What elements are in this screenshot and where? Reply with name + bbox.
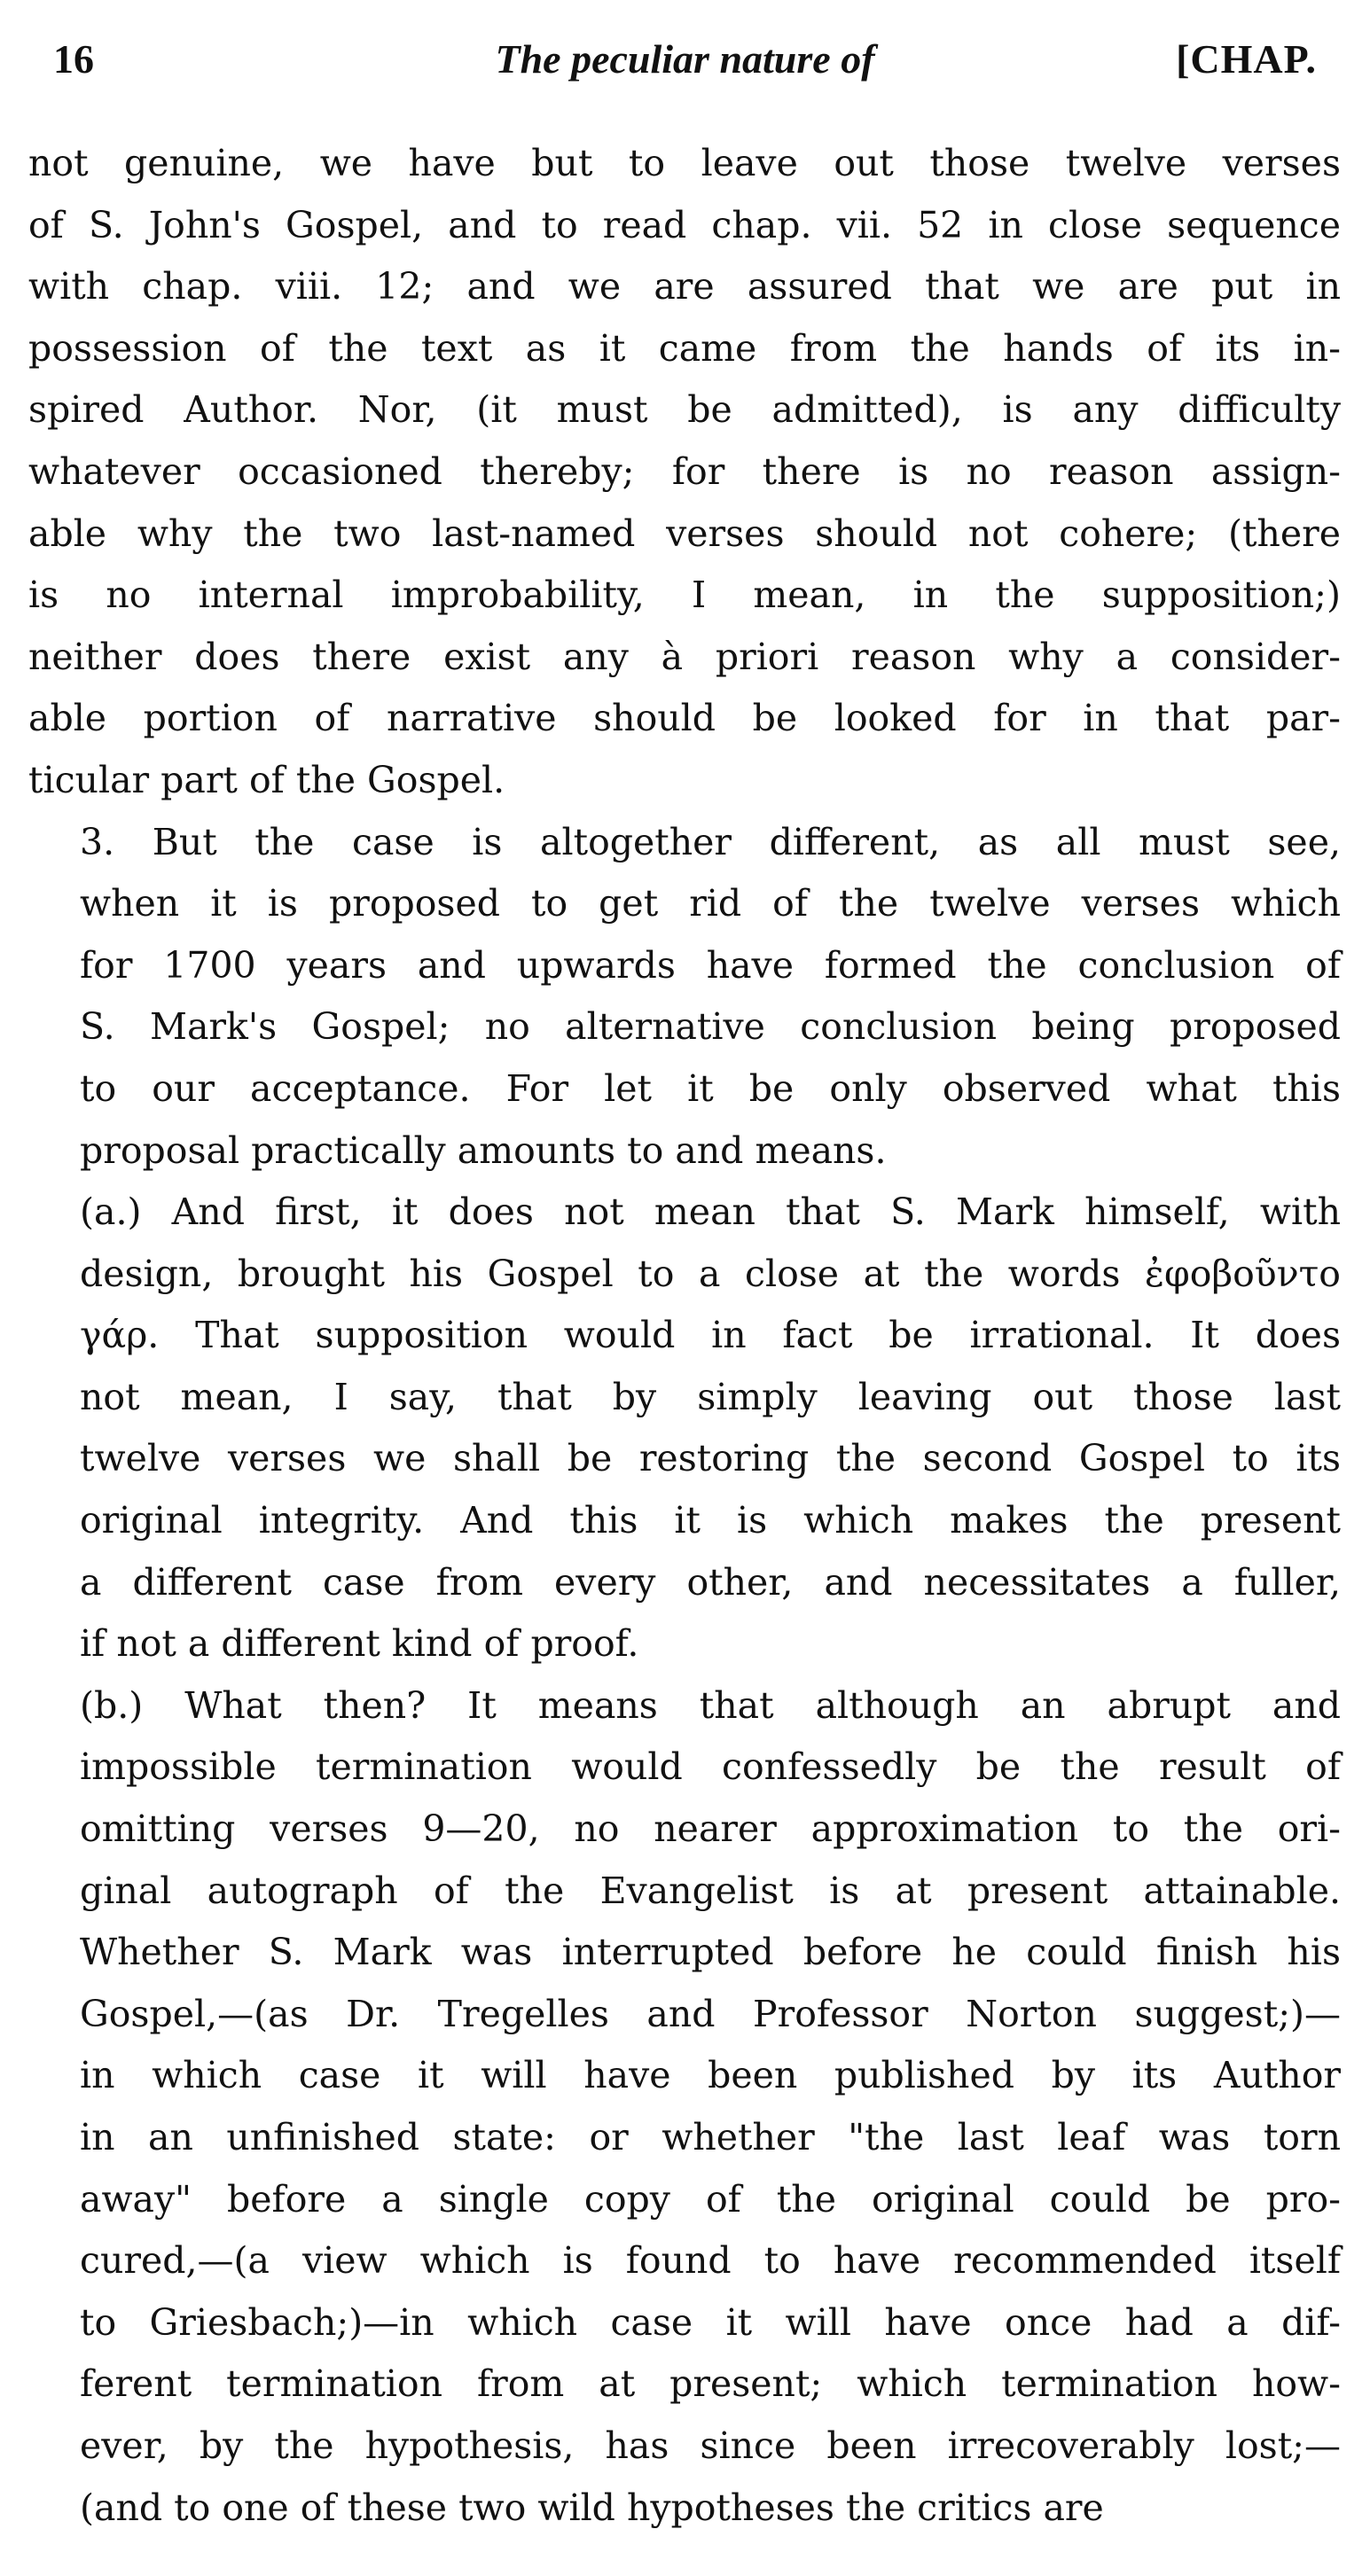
- text-line: possession of the text as it came from the hands of its in-: [28, 326, 1341, 370]
- text-line: to Griesbach;)—in which case it will have once had a dif-: [80, 2300, 1341, 2344]
- text-line: (b.) What then? It means that although an abrupt and: [80, 1683, 1341, 1727]
- running-header: [53, 35, 1317, 89]
- text-line: when it is proposed to get rid of the twelve verses which: [80, 882, 1341, 925]
- text-line: ever, by the hypothesis, has since been irrecoverably lost;—: [80, 2424, 1341, 2467]
- text-line: ticular part of the Gospel.: [28, 758, 505, 801]
- text-line: spired Author. Nor, (it must be admitted), is any difficulty: [28, 388, 1341, 432]
- text-line: γάρ. That supposition would in fact be irrational. It does: [80, 1314, 1341, 1357]
- text-line: twelve verses we shall be restoring the second Gospel to its: [80, 1437, 1341, 1480]
- text-line: cured,—(a view which is found to have recommended itself: [80, 2239, 1341, 2283]
- text-line: (a.) And first, it does not mean that S. Mark himself, with: [80, 1190, 1341, 1234]
- paragraph: [28, 1182, 1341, 1675]
- text-line: able portion of narrative should be looked for in that par-: [28, 697, 1341, 740]
- text-line: design, brought his Gospel to a close at the words ἐφοβοῦντο: [80, 1252, 1341, 1295]
- text-line: a different case from every other, and necessitates a fuller,: [80, 1560, 1341, 1604]
- text-line: ferent termination from at present; which termination how-: [80, 2362, 1341, 2406]
- text-line: 3. But the case is altogether different, as all must see,: [80, 820, 1341, 863]
- text-line: Whether S. Mark was interrupted before he could finish his: [80, 1931, 1341, 1974]
- text-line: of S. John's Gospel, and to read chap. vii. 52 in close sequence: [28, 203, 1341, 246]
- text-line: neither does there exist any à priori reason why a consider-: [28, 635, 1341, 678]
- text-line: ginal autograph of the Evangelist is at present attainable.: [80, 1869, 1341, 1912]
- paragraph: [28, 1675, 1341, 2539]
- text-line: proposal practically amounts to and means.: [80, 1128, 887, 1172]
- paragraph: [28, 812, 1341, 1183]
- paragraph: [28, 133, 1341, 812]
- text-line: with chap. viii. 12; and we are assured that we are put in: [28, 265, 1341, 308]
- text-line: S. Mark's Gospel; no alternative conclusion being proposed: [80, 1005, 1341, 1049]
- text-line: impossible termination would confessedly be the result of: [80, 1745, 1341, 1789]
- text-line: not genuine, we have but to leave out those twelve verses: [28, 142, 1341, 184]
- chapter-marker: [CHAP.: [1176, 36, 1317, 82]
- text-line: to our acceptance. For let it be only observed what this: [80, 1066, 1341, 1110]
- text-line: omitting verses 9—20, no nearer approximation to the ori-: [80, 1807, 1341, 1851]
- text-line: original integrity. And this it is which makes the present: [80, 1499, 1341, 1542]
- text-line: for 1700 years and upwards have formed the conclusion of: [80, 943, 1341, 987]
- text-line: in an unfinished state: or whether "the last leaf was torn: [80, 2116, 1341, 2158]
- running-title: The peculiar nature of: [495, 36, 875, 82]
- text-line: in which case it will have been published by its Author: [80, 2054, 1341, 2097]
- text-line: away" before a single copy of the original could be pro-: [80, 2177, 1341, 2221]
- text-line: Gospel,—(as Dr. Tregelles and Professor Norton suggest;)—: [80, 1992, 1341, 2035]
- text-line: able why the two last-named verses should not cohere; (there: [28, 511, 1341, 555]
- text-line: not mean, I say, that by simply leaving out those last: [80, 1375, 1341, 1418]
- text-line: whatever occasioned thereby; for there is no reason assign-: [28, 449, 1341, 493]
- text-line: is no internal improbability, I mean, in the supposition;): [28, 574, 1341, 617]
- text-line: if not a different kind of proof.: [80, 1622, 639, 1666]
- body-text: [28, 133, 1341, 2539]
- page-number: 16: [53, 36, 94, 82]
- text-line: (and to one of these two wild hypotheses the critics are: [80, 2486, 1104, 2529]
